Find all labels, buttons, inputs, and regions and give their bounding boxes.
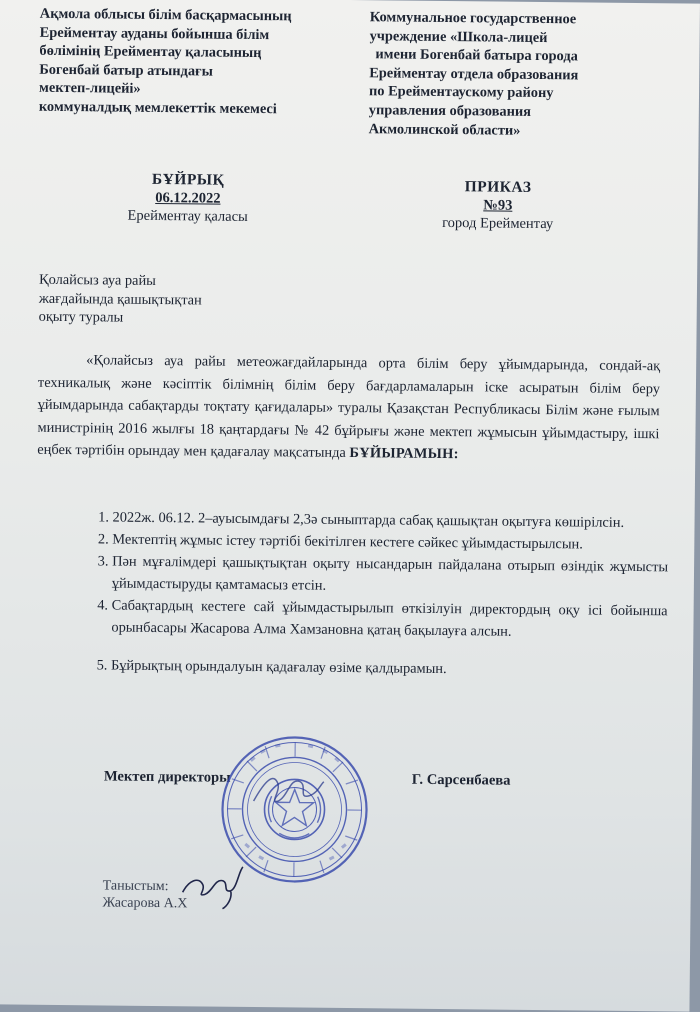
order-item: 5. Бұйрықтың орындалуын қадағалау өзіме қалдырамын. <box>111 655 667 683</box>
header-kazakh-line: Богенбай батыр атындағы <box>39 61 359 83</box>
header-russian-line: Ерейментау отдела образования <box>369 64 669 86</box>
header-russian-line: управления образования <box>369 101 669 123</box>
order-place-russian: город Ерейментау <box>418 214 578 234</box>
order-word-kazakh: БҰЙРЫҚ <box>98 169 278 190</box>
header-russian <box>369 8 670 141</box>
order-topic <box>39 271 300 330</box>
header-russian-line: Коммунальное государственное <box>370 8 670 30</box>
director-signature-icon <box>247 759 328 820</box>
header-kazakh-line: мектеп-лицейі» <box>39 79 359 101</box>
signature-name: Г. Сарсенбаева <box>412 771 511 790</box>
order-item: 2. Мектептің жұмыс істеу тәртібі бекітілген кестеге сәйкес ұйымдастырылсын. <box>112 529 668 557</box>
acknowledgement-name: Жасарова А.Х <box>102 894 187 912</box>
order-block-russian <box>418 177 579 234</box>
header-kazakh-line: бөлімінің Ерейментау қаласының <box>39 42 359 64</box>
preamble-text: «Қолайсыз ауа райы метеожағдайларында орта білім беру ұйымдарында, сондай-ақ техникалық және кәсіптік білімнің білім беру бағдарламаларын іске асыратын білім беру ұйымдарында сабақтарды тоқтату қағидалары» туралы Қазақстан Республикасы Білім және ғылым министрінің 2016 жылғы 18 қаңтардағы № 42 бұйрығы және мектеп жұмысын ұйымдастыру, ішкі еңбек тәртібін орындау мен қадағалау мақсатында <box>37 352 660 461</box>
order-topic-line: оқыту туралы <box>39 308 299 329</box>
header-kazakh <box>39 5 360 120</box>
header-kazakh-line: Ақмола облысы білім басқармасының <box>40 5 360 27</box>
header-russian-line: Акмолинской области» <box>369 120 669 142</box>
preamble-paragraph <box>37 349 660 468</box>
order-items-list <box>85 506 669 682</box>
order-place-kazakh: Ерейментау қаласы <box>98 206 278 226</box>
header-russian-line: по Ерейментаускому району <box>369 83 669 105</box>
acknowledgement-block <box>102 877 187 912</box>
acknowledgement-label: Таныстым: <box>103 877 188 895</box>
header-russian-line: учреждение «Школа-лицей <box>370 27 670 49</box>
acknowledgement-signature-icon <box>178 858 253 911</box>
order-date: 06.12.2022 <box>98 188 278 208</box>
order-topic-line: жағдайында қашықтықтан <box>39 289 299 310</box>
order-block-kazakh <box>98 169 279 226</box>
order-item: 4. Сабақтардың кестеге сай ұйымдастырылып өткізілуін директордың оқу ісі бойынша орынбасары Жасарова Алма Хамзановна қатаң бақылауға алсын. <box>111 595 667 645</box>
signature-title: Мектеп директоры <box>104 767 231 786</box>
header-russian-line: имени Богенбай батыра города <box>369 45 669 67</box>
header-kazakh-line: коммуналдық мемлекеттік мекемесі <box>39 98 359 120</box>
order-item: 1. 2022ж. 06.12. 2–ауысымдағы 2,3ә сыныптарда сабақ қашықтан оқытуға көшірілсін. <box>112 507 668 535</box>
order-word-russian: ПРИКАЗ <box>418 177 578 198</box>
preamble-command: БҰЙЫРАМЫН: <box>349 445 458 462</box>
header-kazakh-line: Ерейментау ауданы бойынша білім <box>40 23 360 45</box>
order-topic-line: Қолайсыз ауа райы <box>39 271 299 292</box>
order-number: №93 <box>418 196 578 216</box>
order-item: 3. Пән мұғалімдері қашықтықтан оқыту нысандарын пайдалана отырып өзіндік жұмысты ұйымдастыруды қамтамасыз етсін. <box>112 551 668 601</box>
